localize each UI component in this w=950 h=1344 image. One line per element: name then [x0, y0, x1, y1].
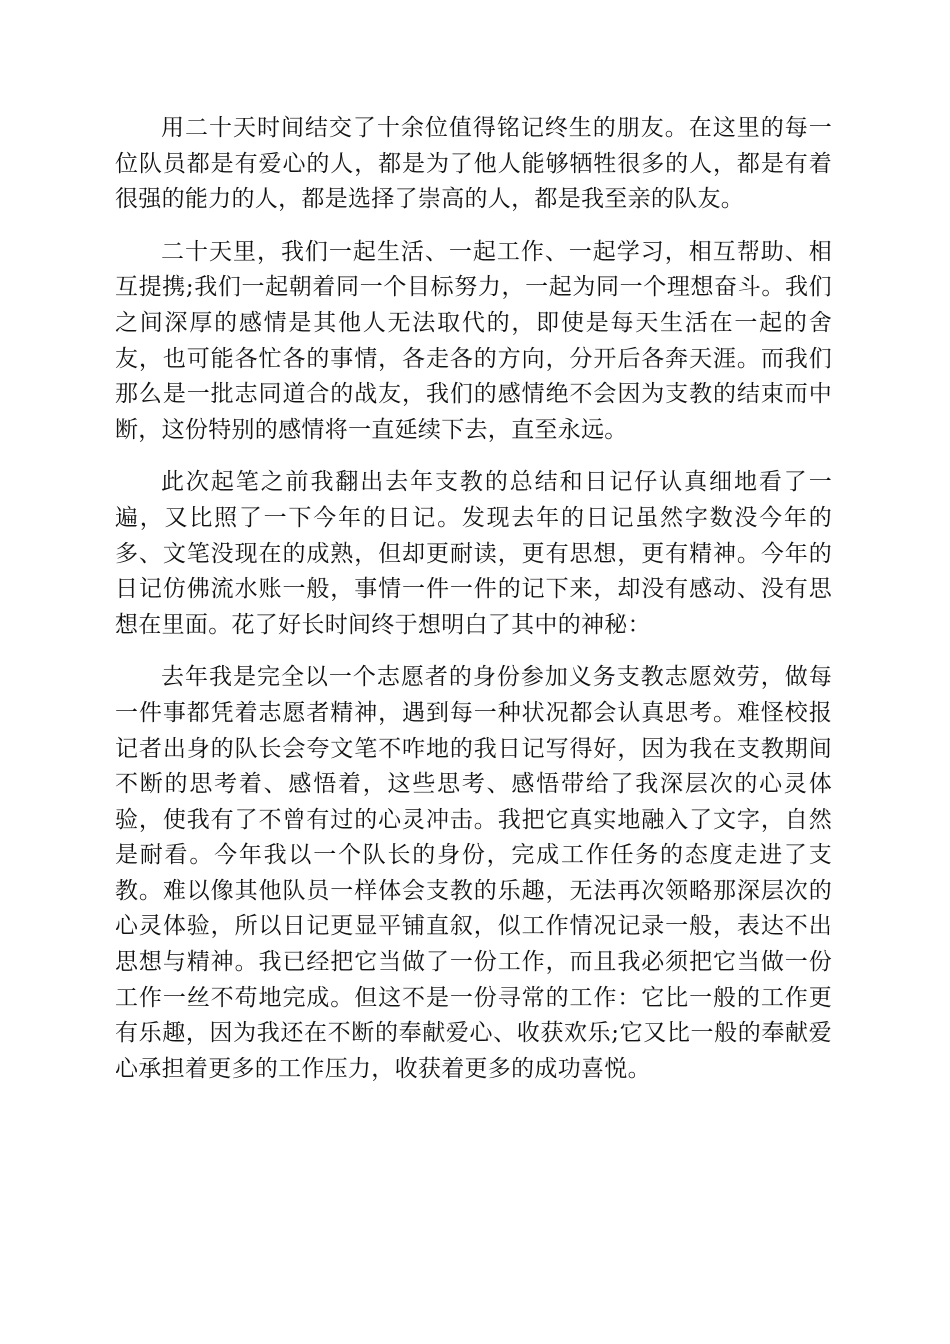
paragraph-2: 二十天里，我们一起生活、一起工作、一起学习，相互帮助、相互提携;我们一起朝着同一个目标努力，一起为同一个理想奋斗。我们之间深厚的感情是其他人无法取代的，即使是每天生活在一起的舍友，也可能各忙各的事情，各走各的方向，分开后各奔天涯。而我们那么是一批志同道合的战友，我们的感情绝不会因为支教的结束而中断，这份特别的感情将一直延续下去，直至永远。: [115, 238, 832, 443]
document-body: [115, 111, 832, 1104]
paragraph-4: 去年我是完全以一个志愿者的身份参加义务支教志愿效劳，做每一件事都凭着志愿者精神，遇到每一种状况都会认真思考。难怪校报记者出身的队长会夸文笔不咋地的我日记写得好，因为我在支教期间不断的思考着、感悟着，这些思考、感悟带给了我深层次的心灵体验，使我有了不曾有过的心灵冲击。我把它真实地融入了文字，自然是耐看。今年我以一个队长的身份，完成工作任务的态度走进了支教。难以像其他队员一样体会支教的乐趣，无法再次领略那深层次的心灵体验，所以日记更显平铺直叙，似工作情况记录一般，表达不出思想与精神。我已经把它当做了一份工作，而且我必须把它当做一份工作一丝不苟地完成。但这不是一份寻常的工作：它比一般的工作更有乐趣，因为我还在不断的奉献爱心、收获欢乐;它又比一般的奉献爱心承担着更多的工作压力，收获着更多的成功喜悦。: [115, 664, 832, 1082]
paragraph-1: 用二十天时间结交了十余位值得铭记终生的朋友。在这里的每一位队员都是有爱心的人，都是为了他人能够牺牲很多的人，都是有着很强的能力的人，都是选择了崇高的人，都是我至亲的队友。: [115, 115, 832, 213]
paragraph-3: 此次起笔之前我翻出去年支教的总结和日记仔认真细地看了一遍，又比照了一下今年的日记。发现去年的日记虽然字数没今年的多、文笔没现在的成熟，但却更耐读，更有思想，更有精神。今年的日记仿佛流水账一般，事情一件一件的记下来，却没有感动、没有思想在里面。花了好长时间终于想明白了其中的神秘：: [115, 469, 832, 638]
